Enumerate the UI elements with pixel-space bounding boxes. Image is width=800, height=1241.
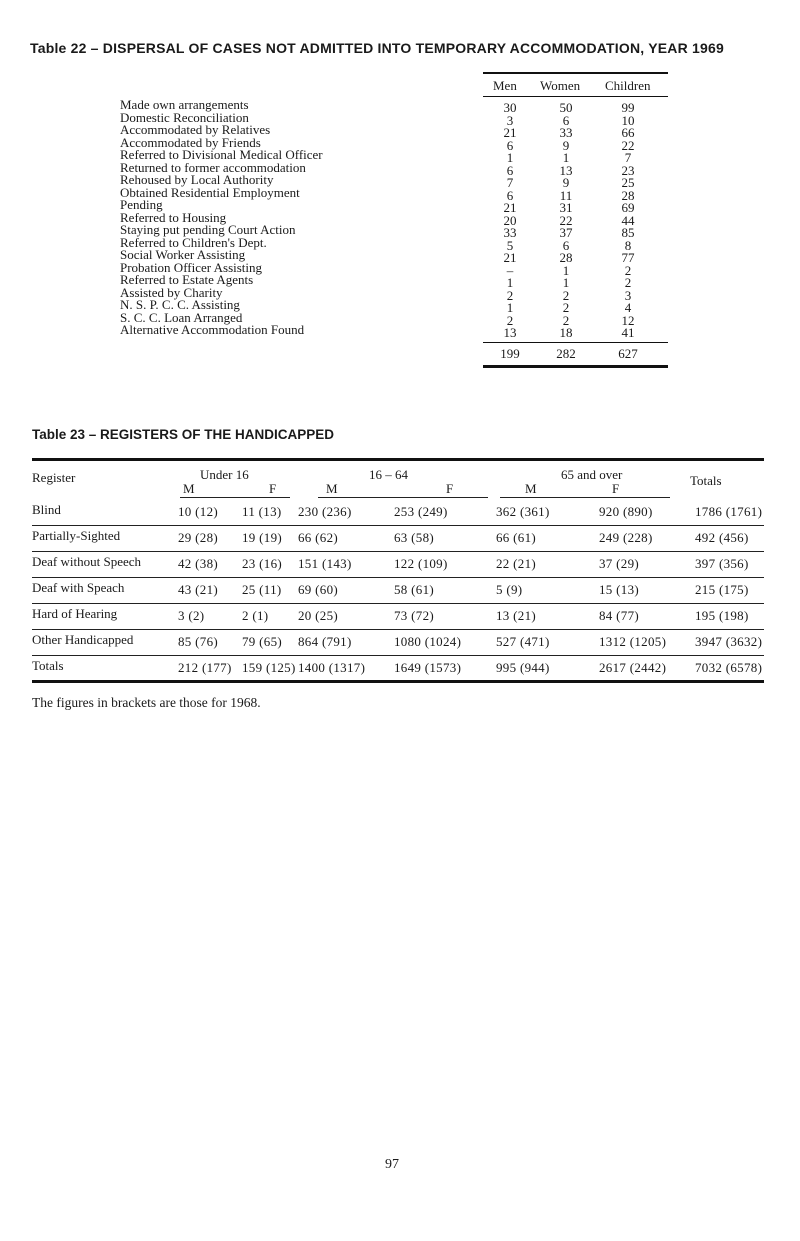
table-23-header-under16: Under 16 — [200, 467, 249, 482]
table-23-cell: 249 (228) — [599, 530, 653, 545]
table-22-row-label: Referred to Children's Dept. — [120, 234, 267, 250]
table-23-cell: 362 (361) — [496, 504, 550, 519]
table-22-cell-men: 30 — [503, 100, 517, 115]
table-22-cell-children: 2 — [624, 262, 632, 278]
table-23-cell: 1649 (1573) — [394, 660, 462, 675]
table-22-cell-men: 21 — [503, 200, 517, 215]
table-row — [32, 656, 764, 682]
table-22-cell-children: 28 — [621, 187, 635, 203]
table-22-row-label: Accommodated by Friends — [120, 134, 261, 150]
table-23-row-label: Other Handicapped — [32, 632, 134, 647]
table-22-bottom-rule — [483, 365, 668, 368]
table-23-cell: 122 (109) — [394, 556, 448, 571]
table-23-cell: 151 (143) — [298, 556, 352, 571]
table-22-cell-men: 13 — [503, 325, 517, 340]
table-22-row-label: N. S. P. C. C. Assisting — [120, 297, 240, 312]
table-22-cell-women: 33 — [559, 125, 573, 140]
table-22-row-label: Staying put pending Court Action — [120, 222, 296, 237]
table-23-cell: 1400 (1317) — [298, 660, 366, 675]
table-22-cell-women: 2 — [562, 287, 570, 303]
table-22-cell-men: 1 — [506, 275, 514, 290]
table-22-cell-children: 10 — [621, 112, 635, 128]
table-23-cell: 195 (198) — [695, 608, 749, 623]
table-22-total-rule — [483, 342, 668, 343]
table-23-row-label: Totals — [32, 658, 64, 673]
table-22-row-label: Assisted by Charity — [120, 284, 223, 300]
table-22-cell-women: 37 — [559, 225, 573, 240]
table-22-row-label: Probation Officer Assisting — [120, 259, 263, 275]
table-22-cell-children: 25 — [621, 175, 635, 190]
table-23-header-under16-m: M — [183, 481, 195, 496]
table-22-cell-women: 13 — [559, 162, 573, 178]
table-22-cell-men: 6 — [506, 187, 514, 203]
table-23-cell: 66 (61) — [496, 530, 537, 545]
table-23-row-label: Partially-Sighted — [32, 528, 121, 543]
table-22-cell-men: 6 — [506, 137, 514, 153]
table-23-cell: 66 (62) — [298, 530, 339, 545]
table-23-cell: 1786 (1761) — [695, 504, 763, 519]
table-23-over65-rule — [500, 497, 670, 498]
page-number: 97 — [385, 1157, 399, 1172]
table-23-cell: 995 (944) — [496, 660, 550, 675]
table-23-header-16-64: 16 – 64 — [369, 467, 408, 482]
table-23-cell: 397 (356) — [695, 556, 749, 571]
table-22-cell-children: 7 — [624, 150, 632, 165]
table-22-cell-women: 50 — [559, 100, 573, 115]
table-23-cell: 230 (236) — [298, 504, 352, 519]
table-23-cell: 920 (890) — [599, 504, 653, 519]
table-22-header-women: Women — [540, 78, 581, 93]
table-22-top-rule — [483, 72, 668, 74]
table-23-row-label: Hard of Hearing — [32, 606, 118, 621]
table-22-column-men — [490, 102, 530, 340]
table-22-cell-women: 2 — [562, 312, 570, 328]
table-22-row-label: Pending — [120, 197, 163, 212]
table-23-cell: 29 (28) — [178, 530, 219, 545]
table-23-title: Table 23 – REGISTERS OF THE HANDICAPPED — [32, 427, 335, 442]
table-23-cell: 5 (9) — [496, 582, 523, 597]
table-23-cell: 58 (61) — [394, 582, 435, 597]
table-22-cell-men: 2 — [506, 287, 514, 303]
table-23-cell: 20 (25) — [298, 608, 339, 623]
table-22-cell-men: 33 — [503, 225, 517, 240]
table-23-cell: 19 (19) — [242, 530, 283, 545]
table-22-cell-children: 66 — [621, 125, 635, 140]
table-22-row-label: Referred to Housing — [120, 209, 227, 225]
table-23-cell: 25 (11) — [242, 582, 282, 597]
table-23-cell: 492 (456) — [695, 530, 749, 545]
table-23-cell: 253 (249) — [394, 504, 448, 519]
table-23-cell: 73 (72) — [394, 608, 435, 623]
table-22-header-men: Men — [493, 78, 517, 93]
table-22-row-labels — [120, 99, 460, 337]
table-22-cell-men: 2 — [506, 312, 514, 328]
table-22-cell-children: 3 — [624, 287, 632, 303]
table-23-header-under16-f: F — [269, 481, 277, 496]
table-23-row-label: Blind — [32, 502, 61, 517]
table-23-cell: 2617 (2442) — [599, 660, 667, 675]
table-23-header-over65-m: M — [525, 481, 537, 496]
table-23-row-label: Deaf with Speach — [32, 580, 125, 595]
table-23-cell: 2 (1) — [242, 608, 269, 623]
table-23-cell: 37 (29) — [599, 556, 640, 571]
table-22-cell-men: 21 — [503, 250, 517, 265]
table-22-column-women — [546, 102, 586, 340]
table-23-header-register: Register — [32, 470, 76, 485]
table-row — [32, 500, 764, 526]
table-22-cell-children: 99 — [621, 100, 635, 115]
table-row — [32, 552, 764, 578]
table-22-cell-women: 6 — [562, 112, 570, 128]
table-22-row-label: Referred to Divisional Medical Officer — [120, 147, 323, 162]
table-22-cell-men: 1 — [506, 150, 514, 165]
table-22-row-label: Alternative Accommodation Found — [120, 322, 305, 337]
table-22-cell-children: 69 — [621, 200, 635, 215]
table-23-top-rule — [32, 458, 764, 461]
table-22-cell-children: 12 — [621, 312, 635, 328]
table-23-bottom-rule — [32, 680, 764, 683]
table-22-cell-women: 28 — [559, 250, 573, 265]
table-22-row-label: Domestic Reconciliation — [120, 109, 249, 125]
table-22-cell-women: 9 — [562, 137, 570, 153]
table-22-cell-women: 18 — [559, 325, 573, 340]
table-23-cell: 79 (65) — [242, 634, 283, 649]
table-23-cell: 1312 (1205) — [599, 634, 667, 649]
table-22-cell-children: 77 — [621, 250, 635, 265]
table-22-row-label: Referred to Estate Agents — [120, 272, 254, 287]
table-23-cell: 85 (76) — [178, 634, 219, 649]
table-22-cell-women: 1 — [562, 262, 570, 278]
table-22-cell-men: – — [506, 262, 514, 278]
table-23-cell: 10 (12) — [178, 504, 219, 519]
table-23-header-16-64-f: F — [446, 481, 454, 496]
table-22-cell-men: 6 — [506, 162, 514, 178]
table-22-cell-children: 44 — [621, 212, 635, 228]
table-22-total-children: 627 — [618, 346, 638, 361]
table-23-cell: 42 (38) — [178, 556, 219, 571]
table-22-cell-women: 31 — [559, 200, 573, 215]
table-row — [32, 578, 764, 604]
table-22-header-children: Children — [605, 78, 651, 93]
table-22-row-label: Obtained Residential Employment — [120, 184, 300, 200]
table-23-under16-rule — [180, 497, 290, 498]
table-23-16-64-rule — [318, 497, 488, 498]
table-22-cell-children: 41 — [621, 325, 635, 340]
table-22-cell-women: 1 — [562, 150, 570, 165]
table-row — [32, 604, 764, 630]
table-23-header-over65: 65 and over — [561, 467, 623, 482]
footnote: The figures in brackets are those for 1968. — [32, 695, 261, 710]
table-23-cell: 527 (471) — [496, 634, 550, 649]
table-23-cell: 159 (125) — [242, 660, 296, 675]
table-23-cell: 3 (2) — [178, 608, 205, 623]
table-23-header-16-64-m: M — [326, 481, 338, 496]
table-22-cell-men: 20 — [503, 212, 517, 228]
table-23-header-totals: Totals — [690, 473, 722, 488]
table-23-cell: 13 (21) — [496, 608, 537, 623]
table-22-cell-women: 6 — [562, 237, 570, 253]
table-23-row-label: Deaf without Speech — [32, 554, 142, 569]
table-22-cell-children: 85 — [621, 225, 635, 240]
table-23-cell: 7032 (6578) — [695, 660, 763, 675]
table-22-row-label: Made own arrangements — [120, 97, 249, 112]
table-22-cell-women: 11 — [559, 187, 573, 203]
table-22-title: Table 22 – DISPERSAL OF CASES NOT ADMITTED INTO TEMPORARY ACCOMMODATION, YEAR 1969 — [30, 40, 724, 56]
table-22-cell-children: 22 — [621, 137, 635, 153]
table-23-cell: 84 (77) — [599, 608, 640, 623]
table-23-cell: 63 (58) — [394, 530, 435, 545]
table-22-row-label: Returned to former accommodation — [120, 159, 306, 175]
table-22-row-label: Social Worker Assisting — [120, 247, 246, 262]
table-23-cell: 215 (175) — [695, 582, 749, 597]
table-23-cell: 23 (16) — [242, 556, 283, 571]
table-22-total-women: 282 — [556, 346, 576, 361]
table-22-cell-women: 22 — [559, 212, 573, 228]
table-22-cell-men: 5 — [506, 237, 514, 253]
table-22-cell-men: 1 — [506, 300, 514, 315]
table-22-row-label: Rehoused by Local Authority — [120, 172, 274, 187]
table-22-column-children — [604, 102, 652, 340]
table-22-cell-men: 3 — [506, 112, 514, 128]
table-22-row-label: Accommodated by Relatives — [120, 122, 271, 137]
table-23-cell: 69 (60) — [298, 582, 339, 597]
table-23-cell: 864 (791) — [298, 634, 352, 649]
table-22-cell-women: 1 — [562, 275, 570, 290]
table-row — [32, 526, 764, 552]
table-23-cell: 22 (21) — [496, 556, 537, 571]
table-22-cell-children: 23 — [621, 162, 635, 178]
table-22-row-label: S. C. C. Loan Arranged — [120, 309, 243, 325]
table-23-cell: 3947 (3632) — [695, 634, 763, 649]
table-23-cell: 43 (21) — [178, 582, 219, 597]
table-22-cell-women: 9 — [562, 175, 570, 190]
table-22-total-men: 199 — [500, 346, 520, 361]
table-23-cell: 15 (13) — [599, 582, 640, 597]
table-23-cell: 212 (177) — [178, 660, 232, 675]
table-22-cell-children: 2 — [624, 275, 632, 290]
table-22-cell-women: 2 — [562, 300, 570, 315]
table-23-cell: 11 (13) — [242, 504, 282, 519]
table-22-header-rule — [483, 96, 668, 97]
table-22-cell-men: 21 — [503, 125, 517, 140]
table-23-header-over65-f: F — [612, 481, 620, 496]
table-22-cell-men: 7 — [506, 175, 514, 190]
table-22-cell-children: 8 — [624, 237, 632, 253]
table-23-cell: 1080 (1024) — [394, 634, 462, 649]
table-22-cell-children: 4 — [624, 300, 632, 315]
table-row — [32, 630, 764, 656]
